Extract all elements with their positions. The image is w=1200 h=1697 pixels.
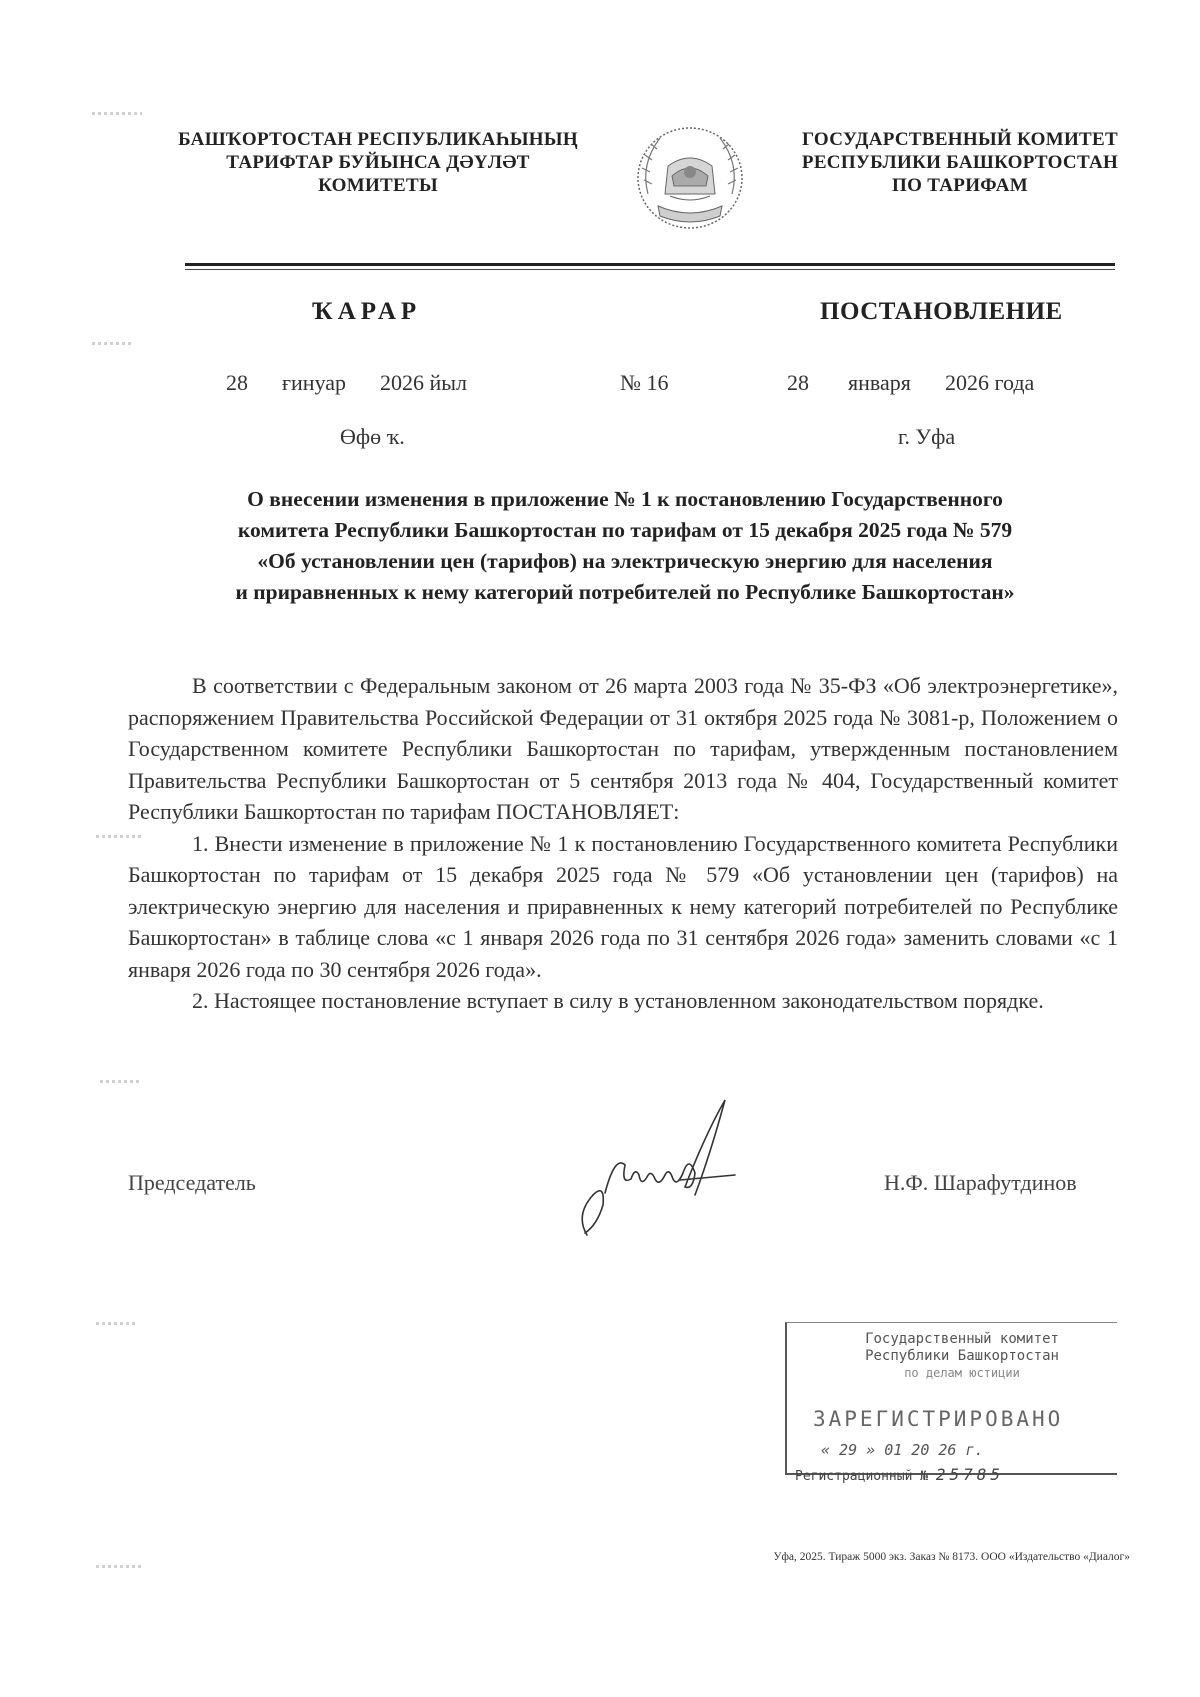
scan-smudge	[96, 1565, 141, 1568]
header-left-line: БАШҠОРТОСТАН РЕСПУБЛИКАҺЫНЫҢ	[178, 129, 578, 150]
document-number: № 16	[620, 370, 669, 395]
coat-of-arms-icon	[630, 124, 750, 236]
date-russian-year: 2026 года	[945, 370, 1035, 395]
print-footer: Уфа, 2025. Тираж 5000 экз. Заказ № 8173. ООО «Издательство «Диалог»	[773, 1551, 1130, 1563]
header-right-line: ГОСУДАРСТВЕННЫЙ КОМИТЕТ	[802, 129, 1118, 150]
document-title	[130, 484, 1120, 608]
title-line: «Об установлении цен (тарифов) на электрическую энергию для населения	[257, 549, 993, 573]
date-russian-month: января	[848, 370, 911, 395]
header-right-line: РЕСПУБЛИКИ БАШКОРТОСТАН	[801, 152, 1119, 173]
preamble-paragraph: В соответствии с Федеральным законом от 26 марта 2003 года № 35-ФЗ «Об электроэнергетике», распоряжением Правительства Российской Федерации от 31 октября 2025 года № 3081-р, Положением о Государственном комитете Республики Башкортостан по тарифам, утвержденным постановлением Правительства Республики Башкортостан от 5 сентября 2013 года № 404, Государственный комитет Республики Башкортостан по тарифам ПОСТАНОВЛЯЕТ:	[128, 673, 1118, 824]
header-left-line: ТАРИФТАР БУЙЫНСА ДӘҮЛӘТ	[226, 152, 530, 173]
scan-smudge	[96, 1322, 136, 1325]
stamp-reg-number	[795, 1465, 1004, 1484]
stamp-registered: ЗАРЕГИСТРИРОВАНО	[813, 1407, 1064, 1431]
date-bashkir-year: 2026 йыл	[380, 370, 468, 395]
document-body	[128, 670, 1118, 1017]
stamp-line-1: Государственный комитет	[865, 1331, 1059, 1347]
header-russian-org	[795, 128, 1125, 197]
scan-smudge	[92, 112, 142, 115]
scan-smudge	[100, 1080, 140, 1083]
signatory-name: Н.Ф. Шарафутдинов	[884, 1170, 1077, 1195]
doc-type-bashkir: ҠАРАР	[312, 298, 422, 325]
header-divider-thin	[185, 269, 1115, 270]
title-line: О внесении изменения в приложение № 1 к постановлению Государственного	[247, 487, 1003, 511]
handwritten-signature	[575, 1095, 745, 1245]
city-russian: г. Уфа	[898, 424, 956, 449]
signatory-position: Председатель	[128, 1170, 256, 1195]
doc-type-russian: ПОСТАНОВЛЕНИЕ	[820, 298, 1063, 325]
header-right-line: ПО ТАРИФАМ	[892, 175, 1028, 196]
stamp-line-2: Республики Башкортостан	[865, 1348, 1059, 1364]
registration-stamp	[785, 1322, 1117, 1484]
city-bashkir: Өфө ҡ.	[340, 424, 405, 449]
title-line: комитета Республики Башкортостан по тарифам от 15 декабря 2025 года № 579	[237, 518, 1013, 542]
date-bashkir-month: ғинуар	[282, 370, 347, 395]
header-divider-thick	[185, 263, 1115, 266]
item-1-paragraph: 1. Внести изменение в приложение № 1 к постановлению Государственного комитета Республики Башкортостан по тарифам от 15 декабря 2025 года № 579 «Об установлении цен (тарифов) на электрическую энергию для населения и приравненных к нему категорий потребителей по Республике Башкортостан» в таблице слова «с 1 января 2026 года по 31 сентября 2026 года» заменить словами «с 1 января 2026 года по 30 сентября 2026 года».	[128, 830, 1118, 982]
header-bashkir-org	[178, 128, 578, 197]
stamp-reg-value: 25785	[935, 1465, 1005, 1484]
date-bashkir-day: 28	[226, 370, 248, 395]
stamp-reg-label: Регистрационный №	[795, 1469, 929, 1484]
date-russian-day: 28	[787, 370, 809, 395]
item-2-paragraph: 2. Настоящее постановление вступает в силу в установленном законодательством порядке.	[192, 988, 1044, 1013]
stamp-date: « 29 » 01 20 26 г.	[821, 1441, 984, 1459]
title-line: и приравненных к нему категорий потребителей по Республике Башкортостан»	[235, 580, 1015, 604]
stamp-line-3: по делам юстиции	[904, 1366, 1020, 1380]
header-left-line: КОМИТЕТЫ	[318, 175, 438, 196]
scan-smudge	[92, 342, 132, 345]
